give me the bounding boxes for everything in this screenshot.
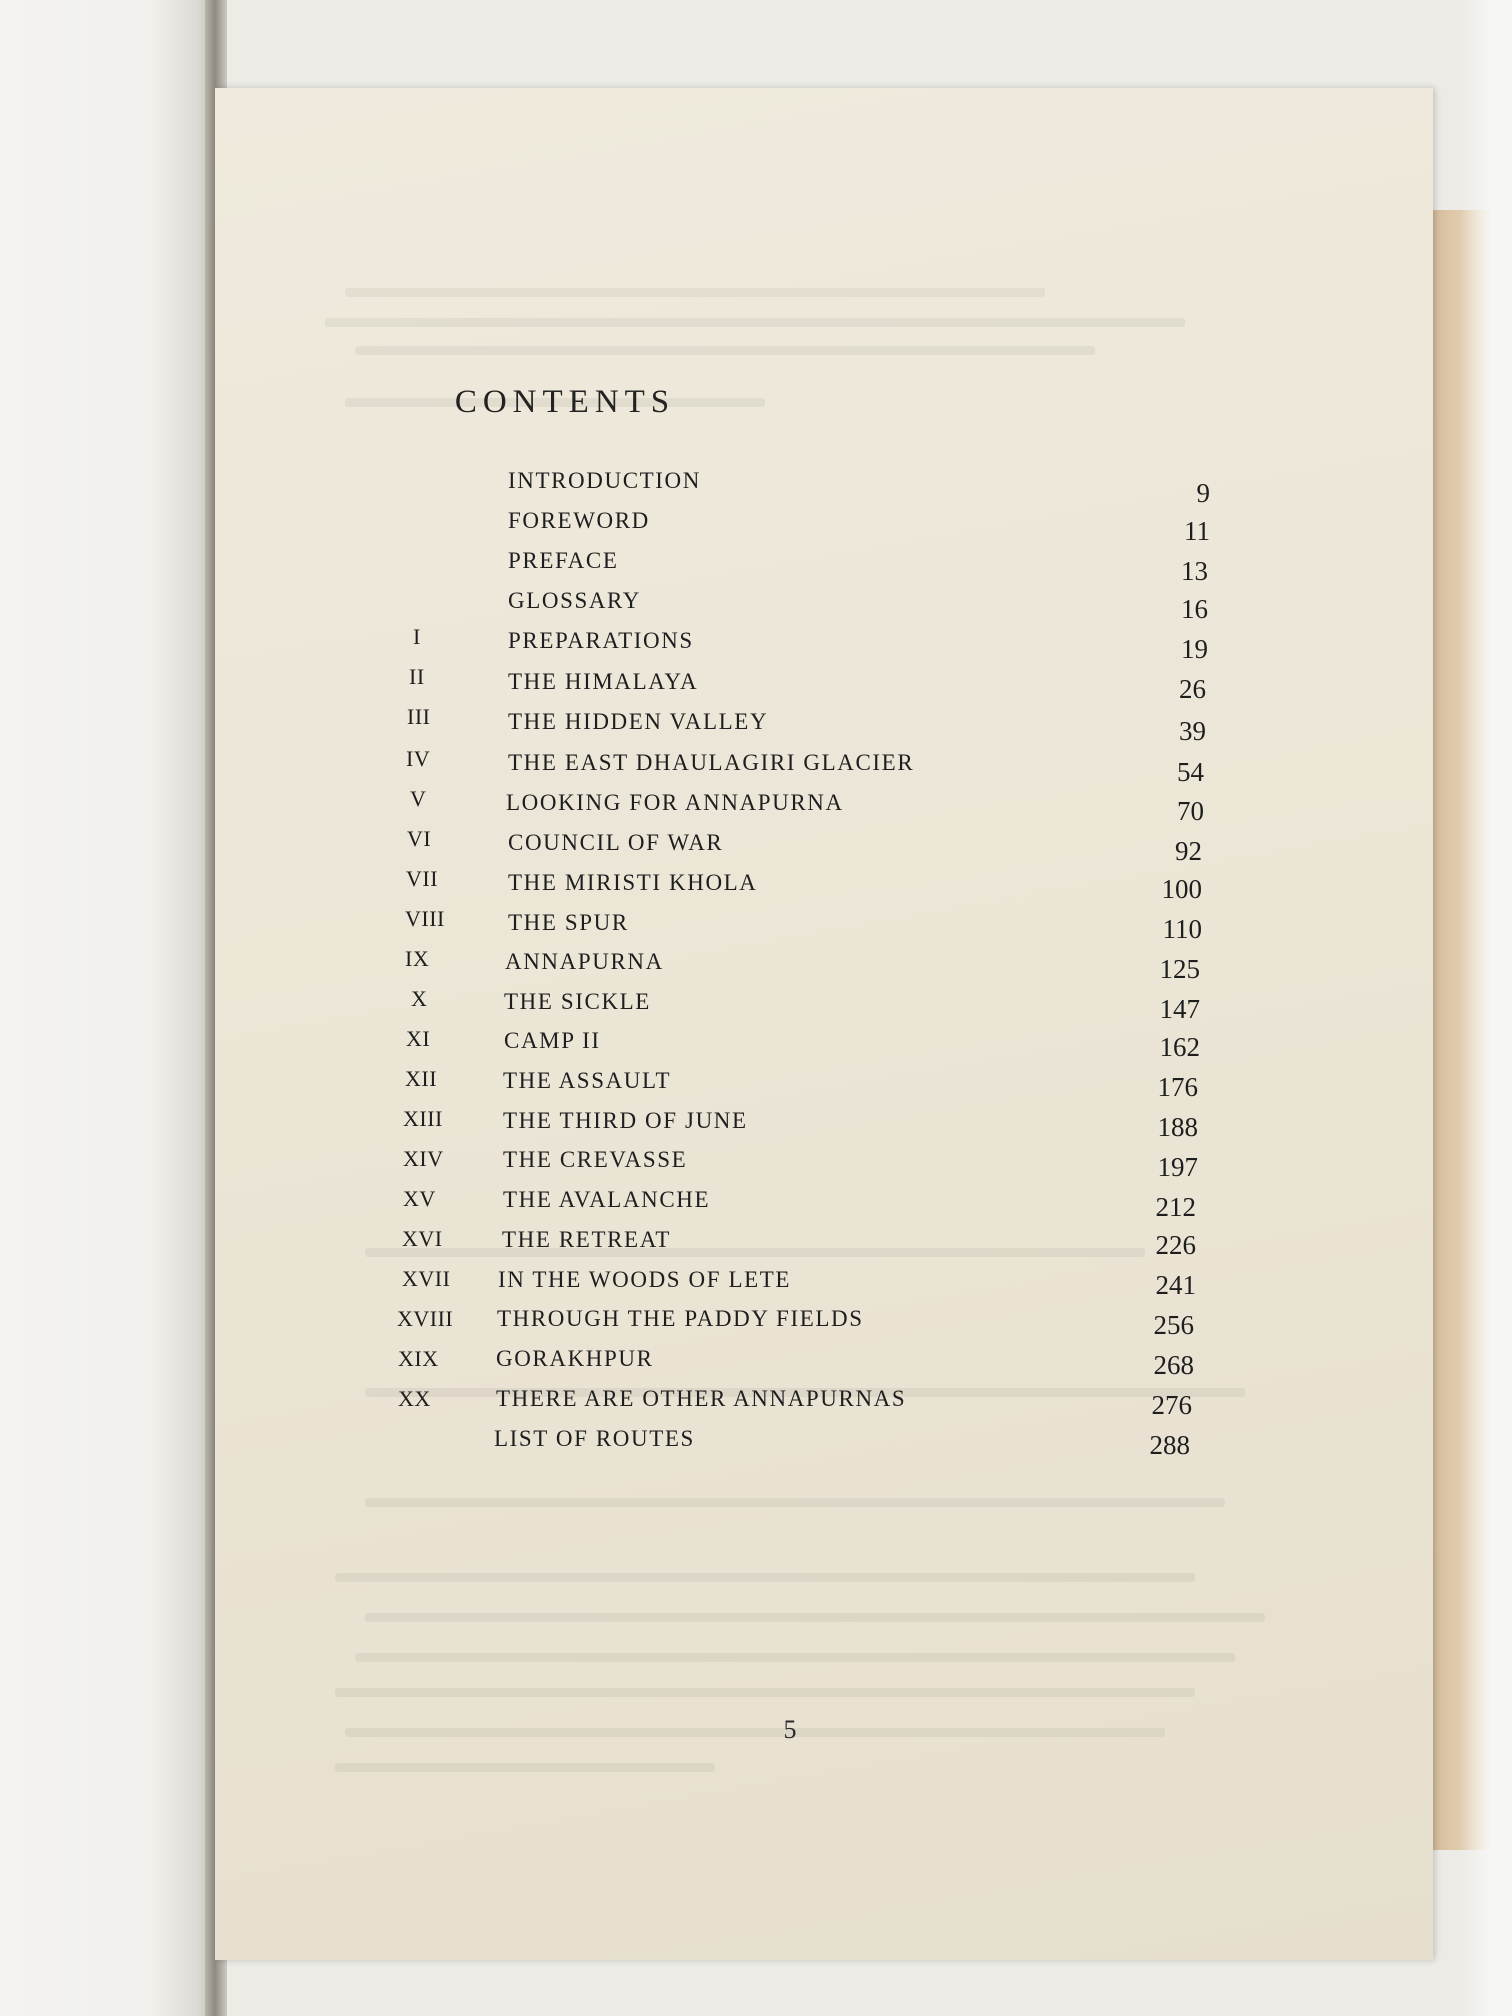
chapter-page-number: 226 bbox=[1155, 1230, 1196, 1260]
chapter-title: GLOSSARY bbox=[508, 588, 641, 613]
chapter-page-number: 288 bbox=[1149, 1430, 1190, 1460]
chapter-number: XI bbox=[406, 1026, 431, 1051]
chapter-number: II bbox=[409, 664, 425, 689]
chapter-title: THE CREVASSE bbox=[503, 1147, 688, 1172]
chapter-number: XVIII bbox=[397, 1306, 454, 1331]
chapter-number: VI bbox=[407, 826, 432, 851]
chapter-title: ANNAPURNA bbox=[505, 949, 664, 974]
chapter-title: CAMP II bbox=[504, 1028, 601, 1053]
chapter-number: IX bbox=[405, 946, 430, 971]
chapter-title: THE SPUR bbox=[508, 910, 629, 935]
chapter-title: LIST OF ROUTES bbox=[494, 1426, 695, 1451]
chapter-page-number: 70 bbox=[1177, 796, 1204, 826]
chapter-title: LOOKING FOR ANNAPURNA bbox=[506, 790, 844, 815]
chapter-title: THE SICKLE bbox=[504, 989, 651, 1014]
chapter-title: FOREWORD bbox=[508, 508, 650, 533]
chapter-number: XIX bbox=[398, 1346, 439, 1371]
chapter-page-number: 26 bbox=[1179, 674, 1206, 704]
chapter-title: COUNCIL OF WAR bbox=[508, 830, 724, 855]
chapter-number: VII bbox=[406, 866, 439, 891]
chapter-title: THE AVALANCHE bbox=[503, 1187, 711, 1212]
chapter-number: XVI bbox=[402, 1226, 443, 1251]
chapter-title: THE HIMALAYA bbox=[508, 669, 699, 694]
chapter-number: XX bbox=[398, 1386, 431, 1411]
chapter-number: XV bbox=[403, 1186, 436, 1211]
chapter-number: X bbox=[411, 986, 428, 1011]
chapter-title: THE HIDDEN VALLEY bbox=[508, 709, 769, 734]
chapter-page-number: 16 bbox=[1181, 594, 1208, 624]
chapter-number: XIII bbox=[403, 1106, 443, 1131]
chapter-number: XVII bbox=[402, 1266, 451, 1291]
chapter-page-number: 276 bbox=[1151, 1390, 1192, 1420]
chapter-title: THE THIRD OF JUNE bbox=[503, 1108, 748, 1133]
chapter-title: THE RETREAT bbox=[502, 1227, 671, 1252]
chapter-page-number: 125 bbox=[1159, 954, 1200, 984]
chapter-title: THERE ARE OTHER ANNAPURNAS bbox=[496, 1386, 907, 1411]
chapter-page-number: 176 bbox=[1157, 1072, 1198, 1102]
chapter-page-number: 268 bbox=[1153, 1350, 1194, 1380]
chapter-number: III bbox=[407, 704, 431, 729]
chapter-page-number: 241 bbox=[1155, 1270, 1196, 1300]
chapter-page-number: 100 bbox=[1161, 874, 1202, 904]
chapter-page-number: 39 bbox=[1179, 716, 1206, 746]
contents-heading: CONTENTS bbox=[454, 384, 676, 420]
chapter-page-number: 147 bbox=[1159, 994, 1200, 1024]
chapter-title: GORAKHPUR bbox=[496, 1346, 654, 1371]
chapter-title: INTRODUCTION bbox=[508, 468, 701, 493]
chapter-number: VIII bbox=[405, 906, 445, 931]
chapter-number: XII bbox=[405, 1066, 438, 1091]
chapter-number: IV bbox=[406, 746, 431, 771]
chapter-page-number: 256 bbox=[1153, 1310, 1194, 1340]
chapter-number: XIV bbox=[403, 1146, 444, 1171]
chapter-page-number: 162 bbox=[1159, 1032, 1200, 1062]
chapter-title: PREPARATIONS bbox=[508, 628, 694, 653]
chapter-page-number: 110 bbox=[1162, 914, 1202, 944]
chapter-page-number: 19 bbox=[1181, 634, 1208, 664]
chapter-page-number: 197 bbox=[1157, 1152, 1198, 1182]
chapter-title: THE EAST DHAULAGIRI GLACIER bbox=[508, 750, 915, 775]
chapter-title: PREFACE bbox=[508, 548, 619, 573]
chapter-title: THE MIRISTI KHOLA bbox=[508, 870, 758, 895]
chapter-page-number: 9 bbox=[1196, 478, 1210, 508]
chapter-page-number: 54 bbox=[1177, 757, 1204, 787]
chapter-page-number: 11 bbox=[1184, 516, 1210, 546]
chapter-page-number: 92 bbox=[1175, 836, 1202, 866]
chapter-number: V bbox=[410, 786, 427, 811]
chapter-number: I bbox=[413, 624, 421, 649]
chapter-page-number: 13 bbox=[1181, 556, 1208, 586]
chapter-title: THROUGH THE PADDY FIELDS bbox=[497, 1306, 864, 1331]
chapter-page-number: 212 bbox=[1155, 1192, 1196, 1222]
page-number: 5 bbox=[783, 1715, 797, 1744]
chapter-page-number: 188 bbox=[1157, 1112, 1198, 1142]
chapter-title: THE ASSAULT bbox=[503, 1068, 672, 1093]
chapter-title: IN THE WOODS OF LETE bbox=[498, 1267, 792, 1292]
